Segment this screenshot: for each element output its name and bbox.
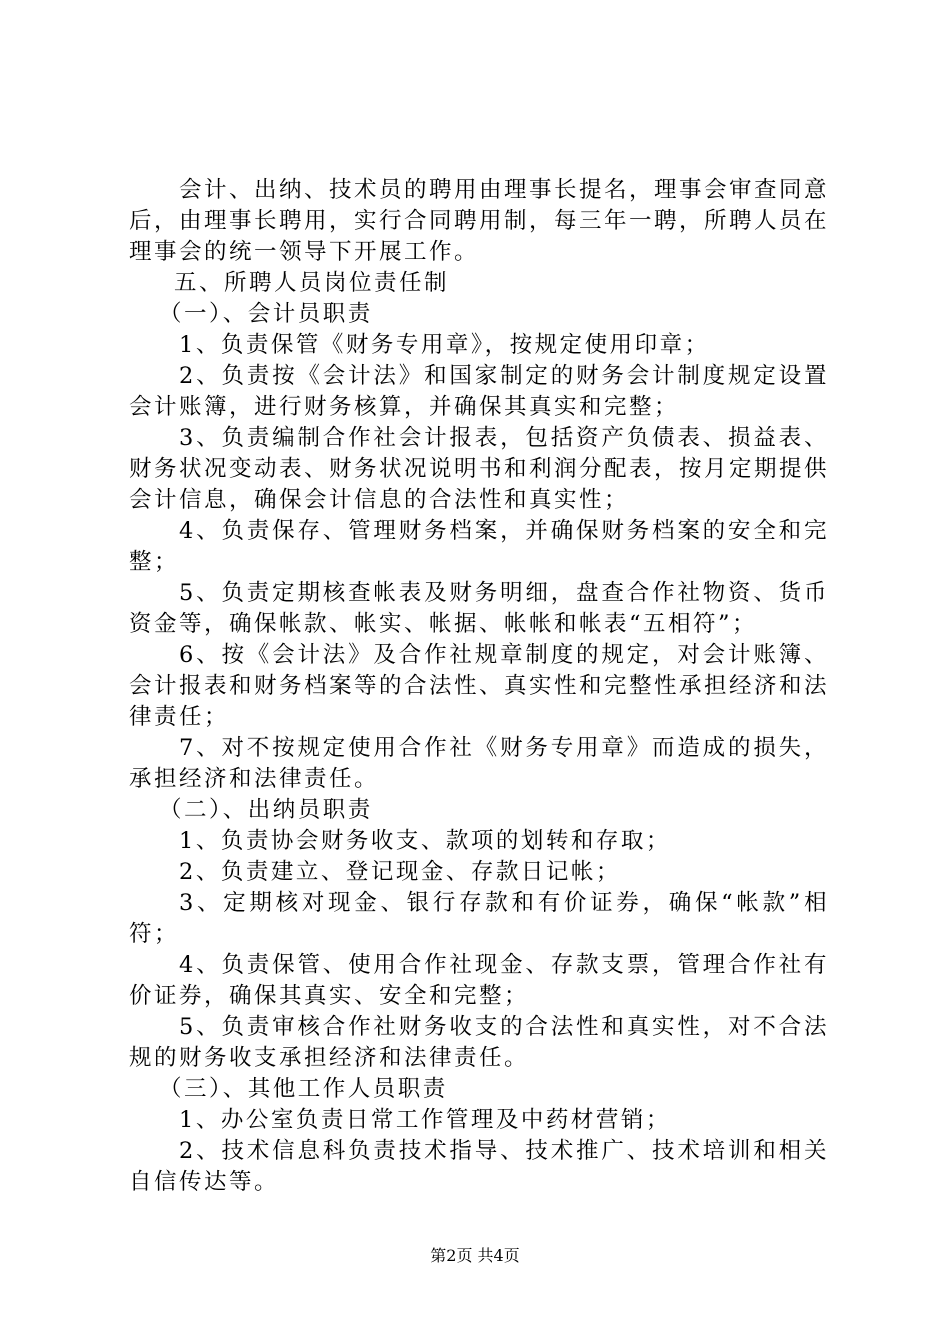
list-item: 4、负责保存、管理财务档案，并确保财务档案的安全和完整； [129, 518, 829, 575]
list-item: 1、负责保管《财务专用章》，按规定使用印章； [179, 332, 710, 358]
list-item: 1、办公室负责日常工作管理及中药材营销； [179, 1107, 671, 1133]
list-item: 4、负责保管、使用合作社现金、存款支票，管理合作社有价证券，确保其真实、安全和完整； [129, 952, 829, 1009]
subsection-heading-cashier: （二）、出纳员职责 [159, 797, 373, 823]
paragraph-appointment: 会计、出纳、技术员的聘用由理事长提名，理事会审查同意后，由理事长聘用，实行合同聘用制，每三年一聘，所聘人员在理事会的统一领导下开展工作。 [129, 177, 830, 265]
list-item: 3、负责编制合作社会计报表，包括资产负债表、损益表、财务状况变动表、财务状况说明书和利润分配表，按月定期提供会计信息，确保会计信息的合法性和真实性； [129, 425, 830, 513]
list-item: 2、负责按《会计法》和国家制定的财务会计制度规定设置会计账簿，进行财务核算，并确保其真实和完整； [129, 363, 829, 420]
section-heading-5: 五、所聘人员岗位责任制 [174, 270, 450, 296]
subsection-heading-accountant: （一）、会计员职责 [159, 301, 373, 327]
list-item: 6、按《会计法》及合作社规章制度的规定，对会计账簿、会计报表和财务档案等的合法性、真实性和完整性承担经济和法律责任； [129, 642, 830, 730]
page-number-footer: 第2页 共4页 [430, 1246, 520, 1265]
list-item: 5、负责审核合作社财务收支的合法性和真实性，对不合法规的财务收支承担经济和法律责任。 [129, 1014, 829, 1071]
subsection-heading-other-staff: （三）、其他工作人员职责 [159, 1076, 448, 1102]
list-item: 7、对不按规定使用合作社《财务专用章》而造成的损失，承担经济和法律责任。 [129, 735, 829, 792]
list-item: 2、负责建立、登记现金、存款日记帐； [179, 859, 621, 885]
list-item: 1、负责协会财务收支、款项的划转和存取； [179, 828, 671, 854]
list-item: 3、定期核对现金、银行存款和有价证券，确保“帐款”相符； [129, 890, 829, 947]
list-item: 5、负责定期核查帐表及财务明细，盘查合作社物资、货币资金等，确保帐款、帐实、帐据、帐帐和帐表“五相符”； [129, 580, 829, 637]
document-body [129, 175, 829, 1198]
list-item: 2、技术信息科负责技术指导、技术推广、技术培训和相关自信传达等。 [129, 1138, 829, 1195]
